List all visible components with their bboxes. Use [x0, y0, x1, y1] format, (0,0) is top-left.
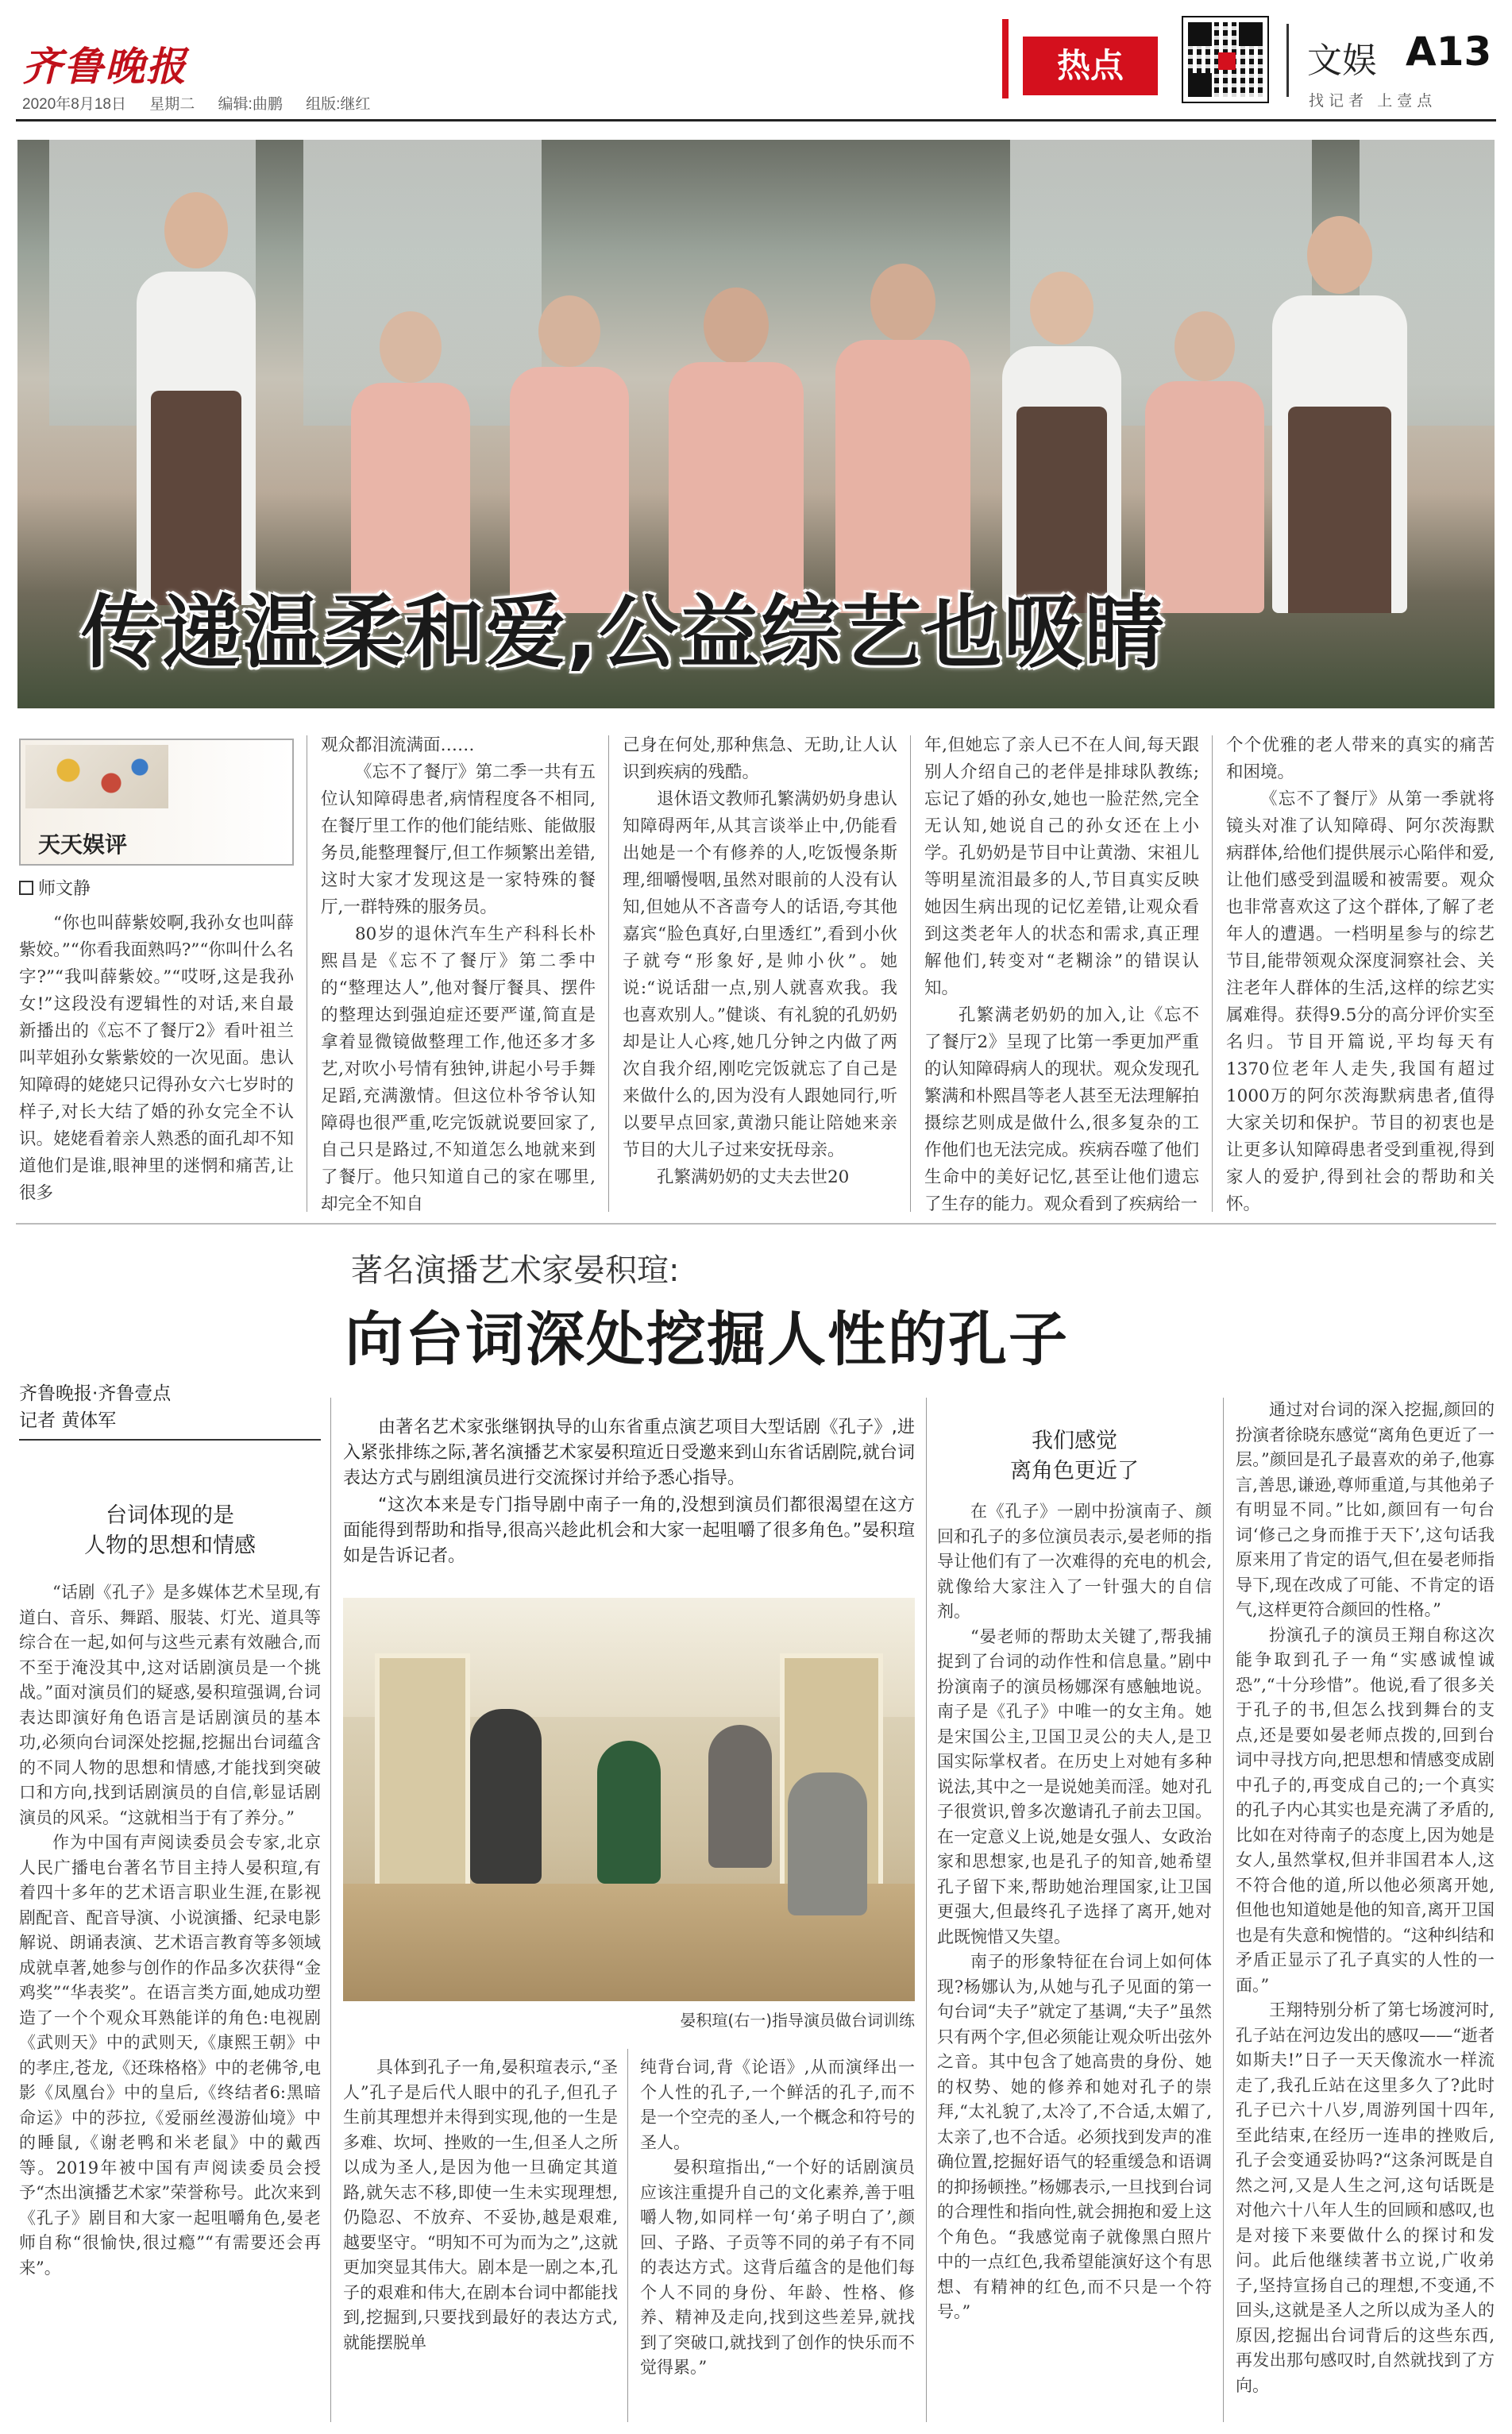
feature-author: 师文静 [19, 875, 91, 900]
issue-designer: 组版:继红 [306, 96, 371, 113]
section-name: 文娱 [1307, 41, 1377, 81]
paragraph: 纯背台词,背《论语》,从而演绎出一个人性的孔子,一个鲜活的孔子,而不是一个空壳的圣人,一个概念和符号的圣人。 [640, 2058, 915, 2152]
paragraph: 王翔特别分析了第七场渡河时,孔子站在河边发出的感叹——“逝者如斯夫!”日子一天天像流水一样流走了,我孔丘站在这里多久了?此时孔子已六十八岁,周游列国十四年,至此结束,在经历一连串的挫败后,孔子会变通妥协吗?“这条河既是自然之河,又是人生之河,这句话既是对他六十八年人生的回顾和感叹,也是对接下来要做什么的探讨和发问。此后他继续著书立说,广收弟子,坚持宣扬自己的理想,不变通,不回头,这就是圣人之所以成为圣人的原因,挖掘出台词背后的这些东西,再发出那句感叹时,自然就找到了方向。 [1236, 2000, 1495, 2395]
reporter-hotline: 找记者 上壹点 [1309, 93, 1437, 110]
column-badge-label: 天天娱评 [38, 831, 128, 858]
subhead-line: 人物的思想和情感 [84, 1533, 256, 1558]
issue-weekday: 星期二 [149, 96, 195, 113]
interview-column-d [937, 1499, 1212, 2325]
column-divider [608, 735, 609, 1212]
interview-intro [343, 1415, 915, 1571]
paragraph: 己身在何处,那种焦急、无助,让人认识到疾病的残酷。 [623, 735, 897, 782]
paragraph: 《忘不了餐厅》第二季一共有五位认知障碍患者,病情程度各不相同,在餐厅里工作的他们能结账、能做服务员,能整理餐厅,但工作频繁出差错,这时大家才发现这是一家特殊的餐厅,一群特殊的服务员。 [321, 762, 596, 917]
section-divider [16, 1223, 1496, 1225]
paragraph: 《忘不了餐厅》从第一季就将镜头对准了认知障碍、阿尔茨海默病群体,给他们提供展示心陷伴和爱,让他们感受到温暖和被需要。观众也非常喜欢这了这个群体,了解了老年人的遭遇。一档明星参与的综艺节目,能带领观众深度洞察社会、关注老年人群体的生活,这样的综艺实属难得。获得9.5分的高分评价实至名归。节目开篇说,平均每天有1370位老年人走失,我国有超过1000万的阿尔茨海默病患者,值得大家关切和保护。节目的初衷也是让更多认知障碍患者受到重视,得到家人的爱护,得到社会的帮助和关怀。 [1226, 789, 1495, 1214]
paragraph: 孔繁满老奶奶的加入,让《忘不了餐厅2》呈现了比第一季更加严重的认知障碍病人的现状。观众发现孔繁满和朴熙昌等老人甚至无法理解拍摄综艺则成是做什么,很多复杂的工作他们也无法完成。疾病吞噬了他们生命中的美好记忆,甚至让他们遗忘了生存的能力。观众看到了疾病给一 [924, 1005, 1199, 1214]
issue-date: 2020年8月18日 [22, 96, 126, 113]
byline-reporter: 记者 黄体军 [19, 1410, 117, 1431]
paragraph: 由著名艺术家张继钢执导的山东省重点演艺项目大型话剧《孔子》,进入紧张排练之际,著名演播艺术家晏积瑄近日受邀来到山东省话剧院,就台词表达方式与剧组演员进行交流探讨并给予悉心指导。 [343, 1418, 915, 1488]
paragraph: 孔繁满奶奶的丈夫去世20 [657, 1167, 850, 1187]
paragraph: 个个优雅的老人带来的真实的痛苦和困境。 [1226, 735, 1495, 782]
feature-column-5 [1226, 732, 1495, 1218]
feature-column-2 [321, 732, 596, 1218]
paragraph: “这次本来是专门指导剧中南子一角的,没想到演员们都很渴望在这方面能得到帮助和指导,很高兴趁此机会和大家一起咀嚼了很多角色。”晏积瑄如是告诉记者。 [343, 1495, 915, 1566]
header-rule [16, 119, 1496, 122]
hot-accent-bar [1002, 19, 1009, 98]
paragraph: 80岁的退休汽车生产科科长朴熙昌是《忘不了餐厅》第二季中的“整理达人”,他对餐厅餐具、摆件的整理达到强迫症还要严谨,简直是拿着显微镜做整理工作,他还多才多艺,对吹小号情有独钟,讲起小号手舞足蹈,充满激情。但这位朴爷爷认知障碍也很严重,吃完饭就说要回家了,自己只是路过,不知道怎么地就来到了餐厅。他只知道自己的家在哪里,却完全不知自 [321, 924, 596, 1214]
interview-subhead-2 [937, 1426, 1212, 1487]
issue-editor: 编辑:曲鹏 [218, 96, 283, 113]
header-divider [1286, 24, 1289, 97]
subhead-line: 离角色更近了 [1010, 1459, 1139, 1483]
photo-caption: 晏积瑄(右一)指导演员做台词训练 [680, 2011, 915, 2030]
column-badge [19, 739, 294, 866]
paragraph: “话剧《孔子》是多媒体艺术呈现,有道白、音乐、舞蹈、服装、灯光、道具等综合在一起,如何与这些元素有效融合,而不至于淹没其中,这对话剧演员是一个挑战。”面对演员们的疑惑,晏积瑄强调,台词表达即演好角色语言是话剧演员的基本功,必须向台词深处挖掘,挖掘出台词蕴含的不同人物的思想和情感,才能找到突破口和方向,找到话剧演员的自信,彰显话剧演员的风采。“这就相当于有了养分。” [19, 1583, 321, 1827]
interview-column-e [1236, 1398, 1495, 2398]
column-divider [926, 1398, 927, 2422]
interview-kicker: 著名演播艺术家晏积瑄: [351, 1252, 680, 1289]
paragraph: 具体到孔子一角,晏积瑄表示,“圣人”孔子是后代人眼中的孔子,但孔子生前其理想并未得到实现,他的一生是多难、坎坷、挫败的一生,但圣人之所以成为圣人,是因为他一旦确定其道路,就矢志不移,即使一生未实现理想,仍隐忍、不放弃、不妥协,越是艰难,越要坚守。“明知不可为而为之”,这就更加突显其伟大。剧本是一剧之本,孔子的艰难和伟大,在剧本台词中都能找到,挖掘到,只要找到最好的表达方式,就能摆脱单 [343, 2058, 618, 2352]
interview-column-b [343, 2055, 618, 2355]
paragraph: 南子的形象特征在台词上如何体现?杨娜认为,从她与孔子见面的第一句台词“夫子”就定了基调,“夫子”虽然只有两个字,但必须能让观众听出弦外之音。其中包含了她高贵的身份、她的权势、她的修养和她对孔子的崇拜,“太礼貌了,太冷了,不合适,太媚了,太亲了,也不合适。必须找到发声的准确位置,挖掘好语气的轻重缓急和语调的抑扬顿挫。”杨娜表示,一旦找到台词的合理性和指向性,就会拥抱和爱上这个角色。“我感觉南子就像黑白照片中的一点红色,我希望能演好这个有思想、有精神的红色,而不只是一个符号。” [937, 1952, 1212, 2321]
hot-badge: 热点 [1023, 37, 1158, 95]
interview-column-a [19, 1580, 321, 2281]
interview-subhead-1 [19, 1501, 321, 1561]
paragraph: 退休语文教师孔繁满奶奶身患认知障碍两年,从其言谈举止中,仍能看出她是一个有修养的人,吃饭慢条斯理,细嚼慢咽,虽然对眼前的人没有认知,但她从不吝啬夸人的话语,夸其他嘉宾“脸色真好,白里透红”,看到小伙子就夸“形象好,是帅小伙”。她说:“说话甜一点,别人就喜欢我。我也喜欢别人。”健谈、有礼貌的孔奶奶却是让人心疼,她几分钟之内做了两次自我介绍,刚吃完饭就忘了自己是来做什么的,因为没有人跟她同行,听以要早点回家,黄渤只能让陪她来亲节目的大儿子过来安抚母亲。 [623, 789, 897, 1160]
paragraph: 扮演孔子的演员王翔自称这次能争取到孔子一角“实感诚惶诚恐”,“十分珍惜”。他说,看了很多关于孔子的书,但怎么找到舞台的支点,还是要如晏老师点拨的,回到台词中寻找方向,把思想和情感变成剧中孔子的,再变成自己的;一个真实的孔子内心其实也是充满了矛盾的,比如在对待南子的态度上,因为她是女人,虽然掌权,但并非国君本人,这不符合他的道,所以他必须离开她,但他也知道她是他的知音,离开卫国也是有失意和惋惜的。“这种纠结和矛盾正显示了孔子真实的人性的一面。” [1236, 1625, 1495, 1995]
interview-column-c [640, 2055, 915, 2381]
column-divider [910, 735, 911, 1212]
feature-column-4 [924, 732, 1199, 1218]
subhead-line: 台词体现的是 [106, 1503, 234, 1528]
hero-photo [17, 140, 1495, 708]
column-divider [1212, 735, 1213, 1212]
newspaper-logo: 齐鲁晚报 [22, 43, 187, 90]
column-divider [330, 1398, 331, 2422]
column-divider [627, 2049, 628, 2422]
column-divider [1223, 1398, 1224, 2422]
paragraph: 作为中国有声阅读委员会专家,北京人民广播电台著名节目主持人晏积瑄,有着四十多年的艺术语言职业生涯,在影视剧配音、配音导演、小说演播、纪录电影解说、朗诵表演、艺术语言教育等多领域成就卓著,她参与创作的作品多次获得“金鸡奖”“华表奖”。在语言类方面,她成功塑造了一个个观众耳熟能详的角色:电视剧《武则天》中的武则天,《康熙王朝》中的孝庄,苍龙,《还珠格格》中的老佛爷,电影《凤凰台》中的皇后,《终结者6:黑暗命运》中的莎拉,《爱丽丝漫游仙境》中的睡鼠,《谢老鸭和米老鼠》中的戴西等。2019年被中国有声阅读委员会授予“杰出演播艺术家”荣誉称号。此次来到《孔子》剧目和大家一起咀嚼角色,晏老师自称“很愉快,很过瘾”“有需要还会再来”。 [19, 1833, 321, 2278]
rehearsal-photo [343, 1598, 915, 2001]
column-badge-illustration [25, 745, 168, 808]
feature-column-3 [623, 732, 897, 1191]
paragraph: “你也叫薛紫姣啊,我孙女也叫薛紫姣。”“你看我面熟吗?”“你叫什么名字?”“我叫薛紫姣。”“哎呀,这是我孙女!”这段没有逻辑性的对话,来自最新播出的《忘不了餐厅2》看叶祖兰叫苹姐孙女紫紫姣的一次见面。患认知障碍的姥姥只记得孙女六七岁时的样子,对长大结了婚的孙女完全不认识。姥姥看着亲人熟悉的面孔却不知道他们是谁,眼神里的迷惘和痛苦,让很多 [19, 913, 294, 1203]
feature-headline: 传递温柔和爱,公益综艺也吸睛 [81, 586, 1166, 679]
paragraph: “晏老师的帮助太关键了,帮我捕捉到了台词的动作性和信息量。”剧中扮演南子的演员杨娜深有感触地说。南子是《孔子》中唯一的女主角。她是宋国公主,卫国卫灵公的夫人,是卫国实际掌权者。在历史上对她有多种说法,其中之一是说她美而淫。她对孔子很赏识,曾多次邀请孔子前去卫国。在一定意义上说,她是女强人、女政治家和思想家,也是孔子的知音,她希望孔子留下来,帮助她治理国家,让卫国更强大,但最终孔子选择了离开,她对此既惋惜又失望。 [937, 1626, 1212, 1946]
paragraph: 观众都泪流满面…… [321, 735, 475, 755]
paragraph: 晏积瑄指出,“一个好的话剧演员应该注重提升自己的文化素养,善于咀嚼人物,如同样一句‘弟子明白了’,颜回、子路、子贡等不同的弟子有不同的表达方式。这背后蕴含的是他们每个人不同的身份、年龄、性格、修养、精神及走向,找到这些差异,就找到了突破口,就找到了创作的快乐而不觉得累。” [640, 2158, 915, 2377]
paragraph: 在《孔子》一剧中扮演南子、颜回和孔子的多位演员表示,晏老师的指导让他们有了一次难得的充电的机会,就像给大家注入了一针强大的自信剂。 [937, 1502, 1212, 1621]
issue-meta [22, 92, 384, 114]
interview-byline [19, 1380, 171, 1434]
qr-code-icon [1183, 17, 1267, 102]
page-number: A13 [1406, 29, 1492, 75]
byline-outlet: 齐鲁晚报·齐鲁壹点 [19, 1383, 172, 1404]
feature-column-1 [19, 910, 294, 1207]
subhead-line: 我们感觉 [1032, 1429, 1117, 1453]
byline-rule [19, 1439, 321, 1441]
paragraph: 通过对台词的深入挖掘,颜回的扮演者徐晓东感觉“离角色更近了一层。”颜回是孔子最喜欢的弟子,他寡言,善思,谦逊,尊师重道,与其他弟子有明显不同。”比如,颜回有一句台词‘修己之身而推于天下’,这句话我原来用了肯定的语气,但在晏老师指导下,现在改成了可能、不肯定的语气,这样更符合颜回的性格。” [1236, 1400, 1495, 1619]
interview-headline: 向台词深处挖掘人性的孔子 [345, 1306, 1069, 1374]
paragraph: 年,但她忘了亲人已不在人间,每天跟别人介绍自己的老伴是排球队教练;忘记了婚的孙女,她也一脸茫然,完全无认知,她说自己的孙女还在上小学。孔奶奶是节目中让黄渤、宋祖儿等明星流泪最多的人,节目真实反映她因生病出现的记忆差错,让观众看到这类老年人的状态和需求,真正理解他们,转变对“老糊涂”的错误认知。 [924, 735, 1199, 998]
